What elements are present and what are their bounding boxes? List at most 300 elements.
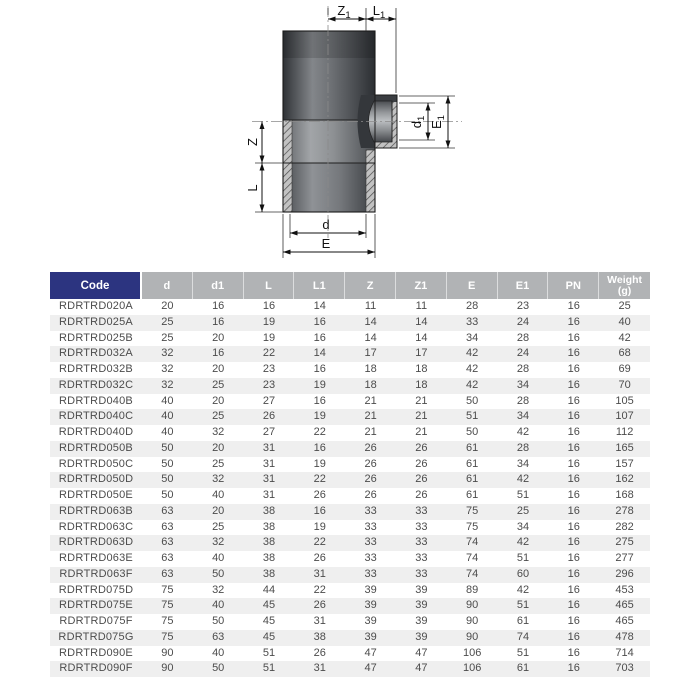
cell-E1: 28 — [516, 394, 530, 407]
cell-d: 90 — [161, 646, 174, 659]
cell-L1: 16 — [313, 441, 326, 454]
cell-E1: 25 — [516, 504, 530, 517]
cell-E1: 28 — [516, 331, 530, 344]
cell-Z: 33 — [364, 536, 377, 549]
cell-L: 38 — [262, 567, 276, 580]
cell-E: 50 — [466, 394, 479, 407]
cell-PN: 16 — [567, 394, 580, 407]
cell-L: 16 — [262, 300, 276, 312]
cell-code: RDRTRD025A — [59, 315, 133, 328]
table-row — [50, 457, 650, 473]
cell-d1: 16 — [212, 300, 225, 312]
table-row — [50, 646, 650, 662]
cell-L: 27 — [262, 426, 276, 438]
cell-E: 51 — [466, 410, 479, 423]
cell-L: 31 — [262, 489, 276, 501]
cell-code: RDRTRD075G — [58, 630, 134, 643]
cell-L1: 26 — [313, 552, 326, 564]
cell-Z1: 47 — [415, 662, 428, 675]
cell-d: 32 — [161, 347, 174, 360]
cell-Z: 47 — [364, 646, 377, 659]
cell-E1: 51 — [516, 646, 530, 659]
cell-L1: 22 — [313, 536, 326, 549]
cell-d: 50 — [161, 441, 174, 454]
cell-d: 63 — [161, 552, 174, 564]
cell-E: 75 — [466, 520, 479, 533]
cell-d1: 20 — [212, 441, 225, 454]
cell-PN: 16 — [567, 347, 580, 360]
cell-L: 38 — [262, 504, 276, 517]
reducing-tee-drawing — [0, 0, 700, 268]
cell-Z: 33 — [364, 504, 377, 517]
cell-E1: 51 — [516, 599, 530, 612]
column-header-L1: L1 — [294, 272, 345, 299]
table-row — [50, 583, 650, 599]
cell-PN: 16 — [567, 489, 580, 501]
cell-E: 61 — [466, 457, 479, 470]
cell-L1: 38 — [313, 630, 326, 643]
cell-E1: 34 — [516, 457, 530, 470]
cell-Z: 21 — [364, 410, 377, 423]
cell-d: 32 — [161, 363, 174, 375]
cell-d1: 20 — [212, 394, 225, 407]
cell-PN: 16 — [567, 457, 580, 470]
cell-L1: 19 — [313, 457, 326, 470]
cell-E: 50 — [466, 426, 479, 438]
cell-Z: 17 — [364, 347, 377, 360]
cell-E: 61 — [466, 489, 479, 501]
cell-L: 38 — [262, 552, 276, 564]
cell-code: RDRTRD040B — [59, 394, 133, 407]
cell-code: RDRTRD075F — [59, 615, 133, 627]
table-row — [50, 567, 650, 583]
cell-L: 51 — [262, 646, 276, 659]
cell-E: 61 — [466, 441, 479, 454]
cell-Z: 33 — [364, 567, 377, 580]
cell-E1: 42 — [516, 426, 530, 438]
cell-code: RDRTRD075E — [59, 599, 133, 612]
cell-d: 50 — [161, 473, 174, 486]
table-row — [50, 504, 650, 520]
cell-code: RDRTRD090F — [59, 662, 133, 675]
cell-PN: 16 — [567, 646, 580, 659]
table-row — [50, 630, 650, 646]
cell-Z1: 39 — [415, 583, 428, 596]
cell-L: 26 — [262, 410, 276, 423]
cell-Z: 21 — [364, 426, 377, 438]
cell-Z1: 33 — [415, 520, 428, 533]
cell-L: 45 — [262, 615, 276, 627]
cell-d: 75 — [161, 599, 174, 612]
cell-E: 74 — [466, 567, 479, 580]
column-header-d: d — [142, 272, 193, 299]
cell-Z: 14 — [364, 315, 377, 328]
cell-E1: 34 — [516, 410, 530, 423]
dim-label-d1: $d_1$ — [409, 115, 427, 129]
cell-PN: 16 — [567, 504, 580, 517]
cell-L: 27 — [262, 394, 276, 407]
cell-E1: 34 — [516, 520, 530, 533]
cell-Z1: 39 — [415, 615, 428, 627]
cell-Z1: 39 — [415, 630, 428, 643]
cell-E: 90 — [466, 599, 479, 612]
table-row — [50, 362, 650, 378]
cell-E: 90 — [466, 630, 479, 643]
cell-code: RDRTRD020A — [59, 300, 133, 312]
cell-Z1: 14 — [415, 315, 428, 328]
dim-label-e: E — [321, 236, 331, 251]
cell-weight: 478 — [615, 630, 634, 643]
column-header-E1: E1 — [498, 272, 549, 299]
cell-code: RDRTRD063F — [59, 567, 133, 580]
cell-code: RDRTRD063D — [58, 536, 134, 549]
cell-PN: 16 — [567, 615, 580, 627]
cell-L1: 19 — [313, 378, 326, 391]
cell-Z1: 26 — [415, 489, 428, 501]
cell-E1: 60 — [516, 567, 530, 580]
cell-code: RDRTRD050E — [59, 489, 133, 501]
cell-PN: 16 — [567, 520, 580, 533]
cell-weight: 168 — [615, 489, 634, 501]
cell-code: RDRTRD040C — [58, 410, 134, 423]
cell-d: 32 — [161, 378, 174, 391]
cell-weight: 107 — [615, 410, 634, 423]
cell-Z: 39 — [364, 630, 377, 643]
table-row — [50, 614, 650, 630]
cell-weight: 105 — [615, 394, 634, 407]
cell-d1: 32 — [212, 426, 225, 438]
header-row — [50, 272, 650, 299]
cell-PN: 16 — [567, 536, 580, 549]
cell-code: RDRTRD063E — [59, 552, 133, 564]
cell-weight: 69 — [618, 363, 631, 375]
cell-d1: 32 — [212, 473, 225, 486]
cell-Z1: 39 — [415, 599, 428, 612]
fitting-diagram — [0, 0, 700, 268]
cell-weight: 714 — [615, 646, 634, 659]
cell-d: 90 — [161, 662, 174, 675]
cell-d1: 16 — [212, 315, 225, 328]
cell-L: 45 — [262, 599, 276, 612]
dim-label-d: d — [322, 217, 330, 232]
cell-E: 89 — [466, 583, 479, 596]
cell-d1: 50 — [212, 615, 225, 627]
cell-d1: 20 — [212, 363, 225, 375]
column-header-E: E — [447, 272, 498, 299]
cell-PN: 16 — [567, 567, 580, 580]
cell-d1: 32 — [212, 583, 225, 596]
cell-d: 75 — [161, 630, 174, 643]
cell-weight: 42 — [618, 331, 631, 344]
cell-weight: 275 — [615, 536, 634, 549]
cell-E: 61 — [466, 473, 479, 486]
cell-E: 90 — [466, 615, 479, 627]
cell-weight: 70 — [618, 378, 631, 391]
cell-weight: 112 — [615, 426, 634, 438]
cell-L1: 14 — [313, 347, 326, 360]
cell-L: 19 — [262, 331, 276, 344]
cell-d1: 25 — [212, 457, 225, 470]
cell-PN: 16 — [567, 426, 580, 438]
cell-E: 74 — [466, 536, 479, 549]
cell-L: 31 — [262, 441, 276, 454]
cell-d: 40 — [161, 410, 174, 423]
column-header-Z: Z — [345, 272, 396, 299]
cell-Z: 26 — [364, 473, 377, 486]
cell-E1: 61 — [516, 615, 530, 627]
cell-code: RDRTRD032C — [58, 378, 134, 391]
dimensions-table — [50, 272, 650, 677]
table-header — [50, 272, 650, 299]
cell-d1: 20 — [212, 504, 225, 517]
column-header-L: L — [244, 272, 295, 299]
table-row — [50, 535, 650, 551]
cell-weight: 703 — [615, 662, 634, 675]
cell-code: RDRTRD075D — [58, 583, 134, 596]
cell-d: 40 — [161, 426, 174, 438]
cell-E1: 28 — [516, 441, 530, 454]
cell-E: 75 — [466, 504, 479, 517]
cell-E: 74 — [466, 552, 479, 564]
cell-weight: 277 — [615, 552, 634, 564]
cell-Z1: 47 — [415, 646, 428, 659]
cell-PN: 16 — [567, 583, 580, 596]
cell-PN: 16 — [567, 331, 580, 344]
cell-E1: 24 — [516, 315, 530, 328]
dim-label-e1: $E_1$ — [429, 115, 447, 129]
cell-Z1: 11 — [415, 300, 428, 312]
cell-Z1: 17 — [415, 347, 428, 360]
cell-L: 31 — [262, 457, 276, 470]
cell-code: RDRTRD063B — [59, 504, 133, 517]
table-row — [50, 331, 650, 347]
cell-d1: 40 — [212, 552, 225, 564]
cell-E1: 42 — [516, 583, 530, 596]
cell-E: 42 — [466, 363, 479, 375]
cell-Z1: 21 — [415, 410, 428, 423]
cell-L: 44 — [262, 583, 276, 596]
cell-E: 106 — [463, 646, 482, 659]
cell-Z1: 18 — [415, 363, 428, 375]
column-header-Z1: Z1 — [396, 272, 447, 299]
cell-Z1: 14 — [415, 331, 428, 344]
cell-E1: 51 — [516, 489, 530, 501]
cell-d: 75 — [161, 615, 174, 627]
cell-L1: 16 — [313, 315, 326, 328]
cell-Z: 33 — [364, 520, 377, 533]
dim-label-z1: $Z_1$ — [337, 3, 351, 21]
cell-E: 42 — [466, 347, 479, 360]
table-row — [50, 472, 650, 488]
cell-code: RDRTRD050C — [58, 457, 134, 470]
dim-label-l1: $L_1$ — [372, 3, 386, 21]
cell-weight: 157 — [615, 457, 634, 470]
cell-E1: 28 — [516, 363, 530, 375]
table-row — [50, 378, 650, 394]
table-row — [50, 520, 650, 536]
cell-PN: 16 — [567, 315, 580, 328]
table-row — [50, 551, 650, 567]
cell-L1: 31 — [313, 615, 326, 627]
cell-d1: 25 — [212, 378, 225, 391]
cell-L1: 16 — [313, 504, 326, 517]
cell-L1: 14 — [313, 300, 326, 312]
cell-weight: 453 — [615, 583, 634, 596]
cell-weight: 278 — [615, 504, 634, 517]
column-header-d1: d1 — [193, 272, 244, 299]
cell-code: RDRTRD090E — [59, 646, 133, 659]
cell-Z: 39 — [364, 583, 377, 596]
cell-PN: 16 — [567, 599, 580, 612]
cell-L1: 19 — [313, 410, 326, 423]
cell-d1: 50 — [212, 662, 225, 675]
cell-L: 45 — [262, 630, 276, 643]
cell-E: 106 — [463, 662, 482, 675]
cell-PN: 16 — [567, 378, 580, 391]
cell-Z1: 18 — [415, 378, 428, 391]
cell-Z1: 21 — [415, 426, 428, 438]
cell-Z1: 33 — [415, 504, 428, 517]
cell-Z1: 26 — [415, 441, 428, 454]
cell-L1: 22 — [313, 583, 326, 596]
cell-Z: 26 — [364, 489, 377, 501]
cell-Z: 33 — [364, 552, 377, 564]
cell-Z: 18 — [364, 363, 377, 375]
cell-d: 63 — [161, 520, 174, 533]
table-row — [50, 394, 650, 410]
cell-d1: 32 — [212, 536, 225, 549]
cell-PN: 16 — [567, 300, 580, 312]
cell-Z: 39 — [364, 615, 377, 627]
cell-E: 34 — [466, 331, 479, 344]
cell-Z1: 33 — [415, 552, 428, 564]
cell-weight: 40 — [618, 315, 631, 328]
cell-weight: 68 — [618, 347, 631, 360]
cell-Z: 14 — [364, 331, 377, 344]
cell-E: 33 — [466, 315, 479, 328]
cell-d: 63 — [161, 567, 174, 580]
cell-L1: 16 — [313, 394, 326, 407]
cell-d1: 20 — [212, 331, 225, 344]
cell-PN: 16 — [567, 552, 580, 564]
cell-E1: 61 — [516, 662, 530, 675]
cell-code: RDRTRD040D — [58, 426, 134, 438]
cell-d: 63 — [161, 536, 174, 549]
cell-Z: 26 — [364, 457, 377, 470]
table-row — [50, 661, 650, 677]
cell-code: RDRTRD025B — [59, 331, 133, 344]
cell-L1: 26 — [313, 489, 326, 501]
cell-PN: 16 — [567, 441, 580, 454]
cell-L1: 26 — [313, 646, 326, 659]
cell-PN: 16 — [567, 662, 580, 675]
cell-L1: 22 — [313, 473, 326, 486]
table-row — [50, 299, 650, 315]
cell-L1: 26 — [313, 599, 326, 612]
cell-Z1: 26 — [415, 473, 428, 486]
cell-E1: 74 — [516, 630, 530, 643]
cell-d: 40 — [161, 394, 174, 407]
cell-PN: 16 — [567, 630, 580, 643]
cell-d1: 16 — [212, 347, 225, 360]
cell-L: 38 — [262, 520, 276, 533]
table-row — [50, 425, 650, 441]
cell-weight: 296 — [615, 567, 634, 580]
table-row — [50, 598, 650, 614]
cell-Z1: 26 — [415, 457, 428, 470]
cell-d: 50 — [161, 457, 174, 470]
cell-d1: 40 — [212, 599, 225, 612]
column-header-code: Code — [50, 272, 142, 299]
cell-E1: 24 — [516, 347, 530, 360]
table-row — [50, 315, 650, 331]
cell-L1: 16 — [313, 363, 326, 375]
cell-d1: 40 — [212, 646, 225, 659]
cell-d: 50 — [161, 489, 174, 501]
cell-E1: 34 — [516, 378, 530, 391]
cell-weight: 162 — [615, 473, 634, 486]
cell-L1: 19 — [313, 520, 326, 533]
cell-d: 25 — [161, 331, 174, 344]
cell-Z1: 21 — [415, 394, 428, 407]
cell-L1: 22 — [313, 426, 326, 438]
column-header-PN: PN — [548, 272, 599, 299]
cell-weight: 25 — [618, 300, 631, 312]
table-body — [50, 299, 650, 677]
cell-Z1: 33 — [415, 567, 428, 580]
cell-L: 22 — [262, 347, 276, 360]
cell-PN: 16 — [567, 473, 580, 486]
cell-L: 38 — [262, 536, 276, 549]
cell-d: 20 — [161, 300, 174, 312]
cell-E: 28 — [466, 300, 479, 312]
cell-Z: 21 — [364, 394, 377, 407]
cell-L1: 16 — [313, 331, 326, 344]
cell-L: 23 — [262, 378, 276, 391]
cell-PN: 16 — [567, 363, 580, 375]
cell-PN: 16 — [567, 410, 580, 423]
cell-weight: 165 — [615, 441, 634, 454]
table-row — [50, 346, 650, 362]
cell-Z: 26 — [364, 441, 377, 454]
cell-d1: 25 — [212, 410, 225, 423]
cell-code: RDRTRD063C — [58, 520, 134, 533]
cell-E1: 42 — [516, 536, 530, 549]
cell-code: RDRTRD032B — [59, 363, 133, 375]
dimensions-table-section — [50, 272, 650, 677]
cell-Z: 11 — [364, 300, 377, 312]
table-row — [50, 441, 650, 457]
cell-Z: 18 — [364, 378, 377, 391]
cell-E1: 42 — [516, 473, 530, 486]
cell-E: 42 — [466, 378, 479, 391]
cell-weight: 465 — [615, 599, 634, 612]
dim-label-l: L — [245, 184, 260, 192]
cell-E1: 51 — [516, 552, 530, 564]
cell-L: 31 — [262, 473, 276, 486]
dim-label-z: Z — [245, 138, 260, 146]
cell-d: 63 — [161, 504, 174, 517]
cell-code: RDRTRD032A — [59, 347, 133, 360]
table-row — [50, 409, 650, 425]
cell-d1: 25 — [212, 520, 225, 533]
cell-code: RDRTRD050B — [59, 441, 133, 454]
cell-L: 23 — [262, 363, 276, 375]
cell-d1: 40 — [212, 489, 225, 501]
cell-code: RDRTRD050D — [58, 473, 134, 486]
cell-d: 75 — [161, 583, 174, 596]
cell-Z: 39 — [364, 599, 377, 612]
